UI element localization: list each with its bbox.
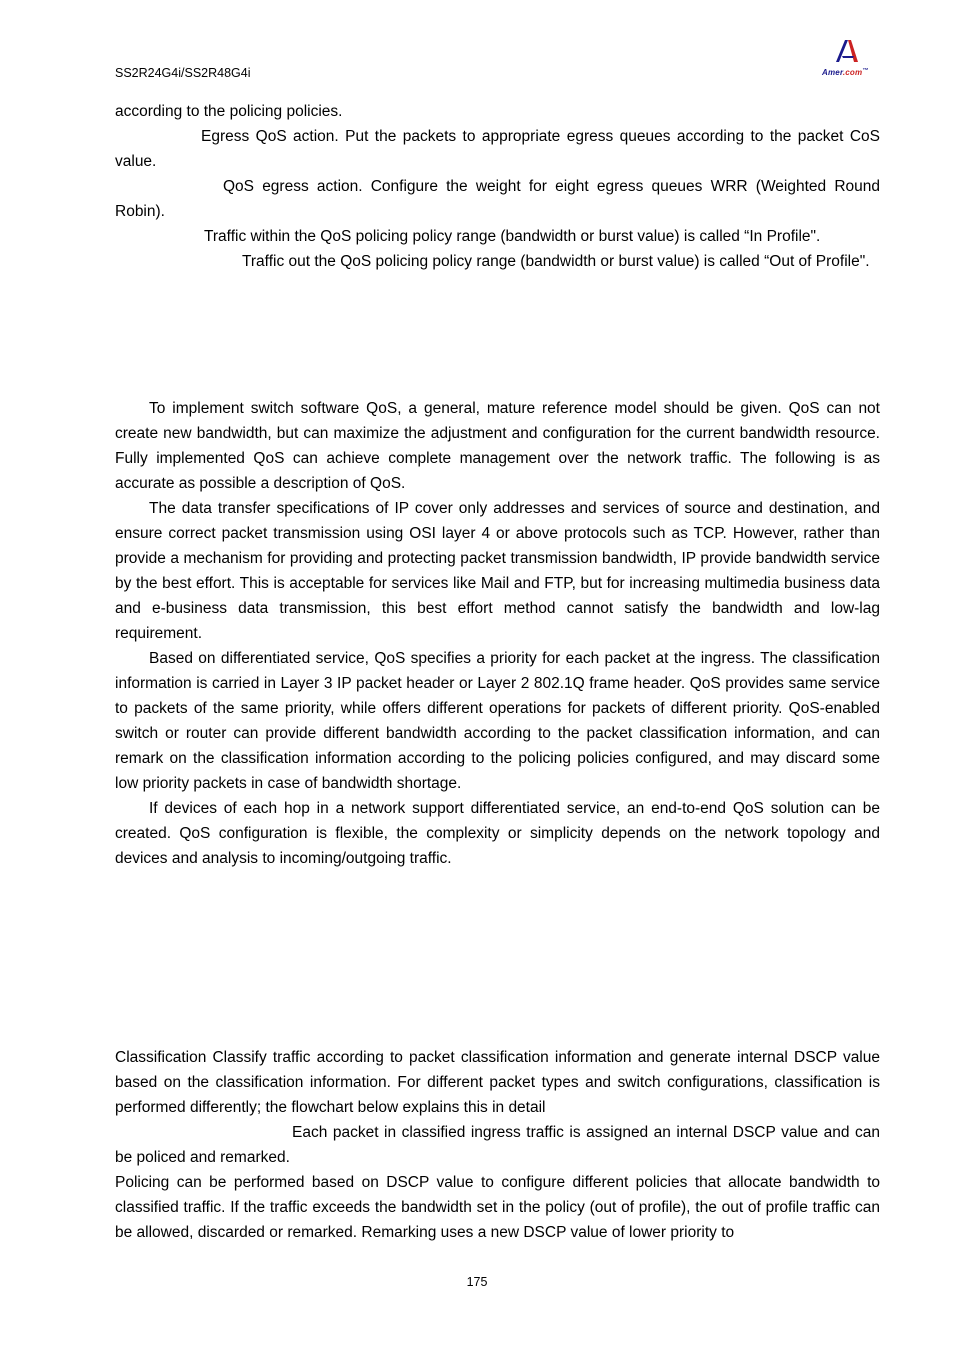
out-profile: Traffic out the QoS policing policy range (bandwidth or burst value) is called “Out of Profile".: [242, 253, 870, 270]
paragraph-2: The data transfer specifications of IP cover only addresses and services of source and destination, and ensure correct packet transmission using OSI layer 4 or above protocols such as TCP. However, rather than provide a mechanism for providing and protecting packet transmission bandwidth, IP provide bandwidth service by the best effort. This is acceptable for services like Mail and FTP, but for increasing multimedia business data and e-business data transmission, this best effort method cannot satisfy the bandwidth and low-lag requirement.: [115, 500, 880, 642]
line-policing-policies: according to the policing policies.: [115, 103, 343, 120]
policing-line: Each packet in classified ingress traffic is assigned an internal DSCP value and can be policed and remarked.: [115, 1124, 880, 1166]
classification-paragraph: Classification Classify traffic according to packet classification information and generate internal DSCP value based on the classification information. For different packet types and switch configurations, classification is performed differently; the flowchart below explains this in detail: [115, 1049, 880, 1116]
classification-section: [115, 1045, 880, 1245]
header-model: SS2R24G4i/SS2R48G4i: [115, 66, 251, 80]
egress-qos-action: Egress QoS action. Put the packets to appropriate egress queues according to the packet CoS value.: [115, 128, 880, 170]
logo-text-dot: .com: [842, 68, 863, 77]
logo-text-main: Amer: [822, 68, 843, 77]
paragraph-1: To implement switch software QoS, a general, mature reference model should be given. QoS can not create new bandwidth, but can maximize the adjustment and configuration for the current bandwidth resource. Fully implemented QoS can achieve complete management over the network traffic. The following is as accurate as possible a description of QoS.: [115, 400, 880, 492]
text-policing-line: [115, 99, 880, 124]
qos-egress-action: QoS egress action. Configure the weight for eight egress queues WRR (Weighted Round Robin).: [115, 178, 880, 220]
page-number: 175: [466, 1275, 488, 1289]
in-profile: Traffic within the QoS policing policy range (bandwidth or burst value) is called “In Profile".: [204, 228, 821, 245]
paragraph-3: Based on differentiated service, QoS specifies a priority for each packet at the ingress. The classification information is carried in Layer 3 IP packet header or Layer 2 802.1Q frame header. QoS provides same service to packets of the same priority, while offers different operations for packets of different priority. QoS-enabled switch or router can provide different bandwidth according to the packet classification information, and can remark on the classification information according to the policing policies configured, and may discard some low priority packets in case of bandwidth shortage.: [115, 650, 880, 792]
logo-text: [822, 68, 869, 77]
logo-tm: ™: [862, 68, 869, 74]
qos-model-section: [115, 396, 880, 871]
policing-paragraph: Policing can be performed based on DSCP value to configure different policies that allocate bandwidth to classified traffic. If the traffic exceeds the bandwidth set in the policy (out of profile), the out of profile traffic can be allowed, discarded or remarked. Remarking uses a new DSCP value of lower priority to: [115, 1174, 880, 1241]
paragraph-4: If devices of each hop in a network support differentiated service, an end-to-end QoS solution can be created. QoS configuration is flexible, the complexity or simplicity depends on the network topology and devices and analysis to incoming/outgoing traffic.: [115, 800, 880, 867]
